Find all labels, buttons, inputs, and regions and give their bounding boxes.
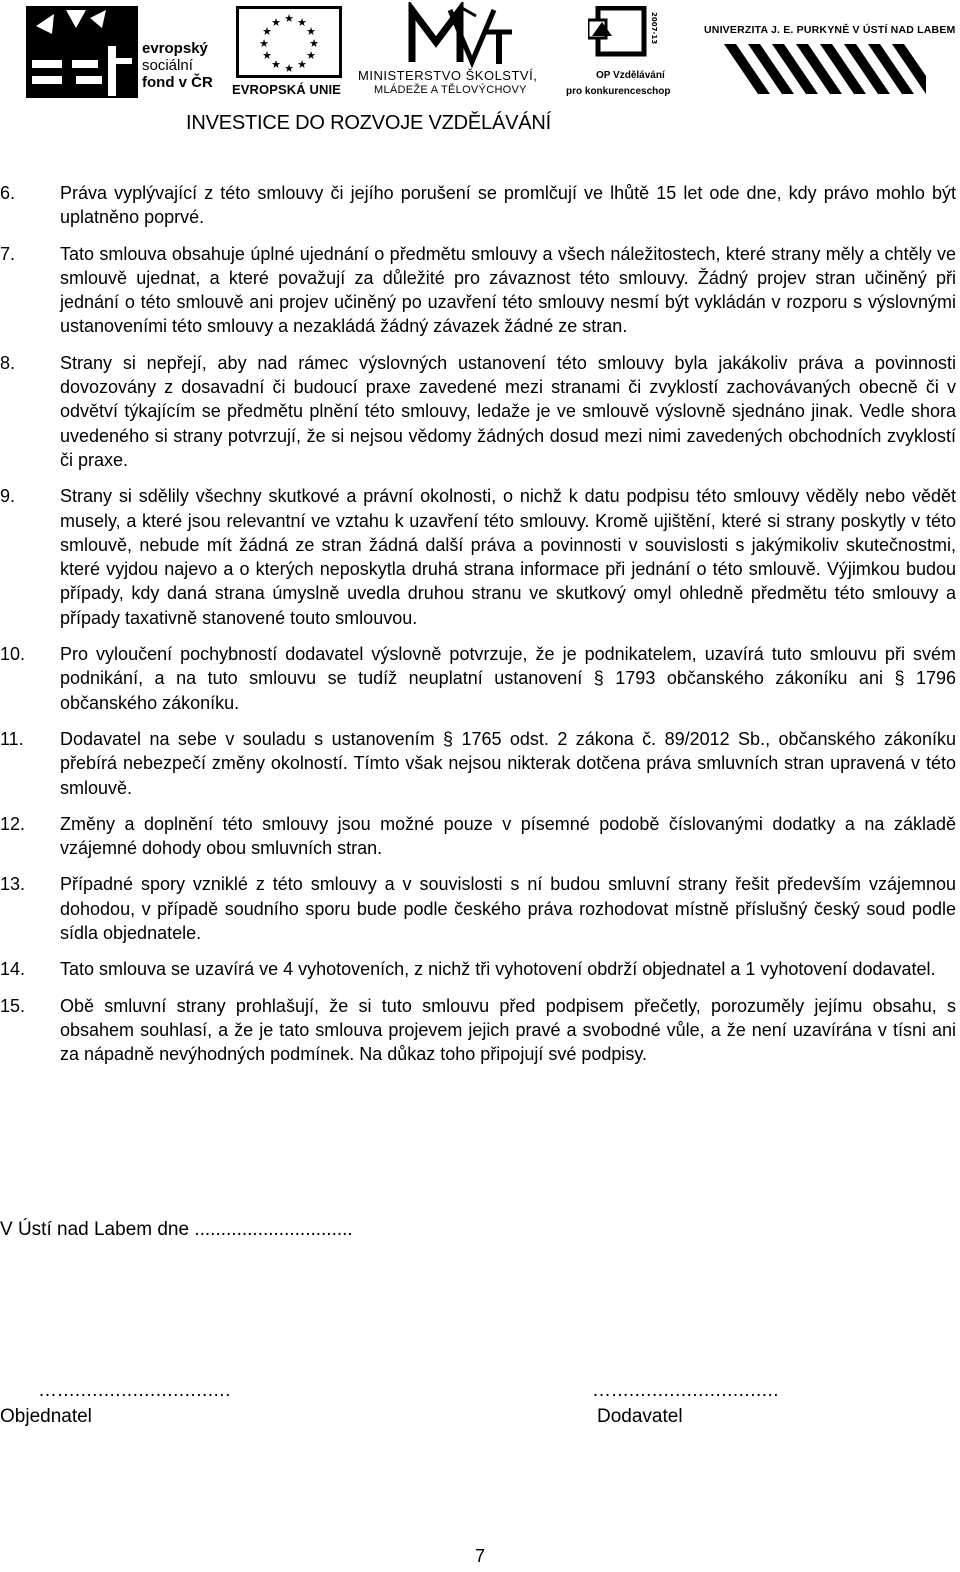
clause-text: Dodavatel na sebe v souladu s ustanovením § 1765 odst. 2 zákona č. 89/2012 Sb., občanského zákoníku přebírá nebezpečí změny okolností. Tímto však nejsou nikterak dotčena práva smluvních stran upravená v této smlouvě. bbox=[60, 728, 956, 798]
svg-text:★: ★ bbox=[306, 49, 316, 62]
clause-number: 8. bbox=[0, 352, 16, 373]
clause-text: Změny a doplnění této smlouvy jsou možné pouze v písemné podobě číslovanými dodatky a na základě vzájemné dohody obou smluvních stran. bbox=[60, 813, 956, 859]
svg-text:★: ★ bbox=[297, 58, 307, 71]
msmt-monogram-icon bbox=[406, 2, 516, 68]
clause-text: Obě smluvní strany prohlašují, že si tuto smlouvu před podpisem přečetly, porozuměly jejímu obsahu, s obsahem souhlasí, a že je tato smlouva projevem jejich pravé a svobodné vůle, a že není uzavírána v tísni ani za nápadně nevýhodných podmínek. Na důkaz toho připojují své podpisy. bbox=[60, 995, 956, 1065]
clause-text: Strany si sdělily všechny skutkové a právní okolnosti, o nichž k datu podpisu této smlouvy věděly nebo vědět musely, a které jsou relevantní ve vztahu k uzavření této smlouvy. Kromě ujištění, které si strany poskytly v této smlouvě, nebude mít žádná ze stran žádná další práva a povinnosti v souvislosti s jakýmikoliv skutečnostmi, které vyjdou najevo a o kterých neposkytla druhá strana informace při jednání o této smlouvě. Výjimkou budou případy, kdy daná strana úmyslně uvedla druhou stranu ve skutkový omyl ohledně předmětu této smlouvy a případy taxativně stanovené touto smlouvou. bbox=[60, 486, 956, 628]
clause-6 bbox=[0, 181, 956, 230]
clause-number: 15. bbox=[0, 995, 26, 1016]
eu-logo bbox=[232, 6, 350, 98]
clause-12 bbox=[0, 812, 956, 861]
msmt-line-1: MINISTERSTVO ŠKOLSTVÍ, bbox=[358, 68, 538, 83]
esf-wordmark bbox=[142, 40, 213, 91]
msmt-logo bbox=[356, 2, 562, 98]
svg-text:★: ★ bbox=[284, 62, 294, 75]
clause-7 bbox=[0, 242, 956, 339]
clause-number: 6. bbox=[0, 183, 16, 203]
clause-15 bbox=[0, 994, 956, 1067]
clause-14 bbox=[0, 957, 956, 981]
header-logos bbox=[0, 0, 960, 140]
esf-line-3: fond v ČR bbox=[142, 74, 213, 91]
clause-13 bbox=[0, 872, 956, 945]
clause-number: 12. bbox=[0, 813, 26, 834]
op-line-2: pro konkurenceschop bbox=[566, 86, 671, 97]
svg-text:★: ★ bbox=[297, 16, 307, 29]
svg-text:★: ★ bbox=[284, 12, 294, 25]
clause-number: 7. bbox=[0, 243, 16, 264]
svg-text:★: ★ bbox=[259, 37, 269, 50]
clause-11 bbox=[0, 727, 956, 800]
op-years: 2007-13 bbox=[650, 12, 658, 45]
place-date-line: V Ústí nad Labem dne .............................. bbox=[0, 1219, 353, 1240]
eu-label: EVROPSKÁ UNIE bbox=[232, 82, 341, 97]
clause-9 bbox=[0, 484, 956, 630]
msmt-line-2: MLÁDEŽE A TĚLOVÝCHOVY bbox=[374, 84, 527, 96]
clause-number: 10. bbox=[0, 644, 26, 665]
ujep-logo bbox=[700, 18, 956, 82]
signature-label-objednatel: Objednatel bbox=[0, 1406, 92, 1427]
signature-line-left: ….............................. bbox=[38, 1380, 231, 1401]
esf-logo bbox=[26, 6, 226, 98]
op-logo bbox=[566, 6, 670, 98]
clause-10 bbox=[0, 642, 956, 715]
svg-text:★: ★ bbox=[309, 37, 319, 50]
tagline: INVESTICE DO ROZVOJE VZDĚLÁVÁNÍ bbox=[186, 112, 551, 134]
clause-text: Pro vyloučení pochybností dodavatel výslovně potvrzuje, že je podnikatelem, uzavírá tuto smlouvu při svém podnikání, a na tuto smlouvu se tudíž neuplatní ustanovení § 1793 občanského zákoníku ani § 1796 občanského zákoníku. bbox=[60, 644, 956, 713]
op-line-1: OP Vzdělávání bbox=[596, 70, 665, 81]
svg-text:★: ★ bbox=[262, 25, 272, 38]
clause-number: 13. bbox=[0, 874, 26, 895]
clause-text: Strany si nepřejí, aby nad rámec výslovných ustanovení této smlouvy byla jakákoliv práva a povinnosti dovozovány z dosavadní či budoucí praxe zavedené mezi stranami či zvyklostí zachovávaných obecně či v odvětví týkajícím se předmětu plnění této smlouvy, ledaže je ve smlouvě výslovně sjednáno jinak. Vedle shora uvedeného si strany potvrzují, že si nejsou vědomy žádných dosud mezi nimi zavedených obchodních zvyklostí či praxe. bbox=[60, 352, 956, 470]
signature-line-right: …............................. bbox=[592, 1380, 780, 1401]
signature-label-dodavatel: Dodavatel bbox=[597, 1406, 683, 1427]
esf-mark-icon bbox=[26, 6, 138, 98]
svg-text:★: ★ bbox=[306, 25, 316, 38]
svg-text:★: ★ bbox=[262, 49, 272, 62]
svg-text:★: ★ bbox=[271, 58, 281, 71]
contract-clauses bbox=[0, 181, 956, 1079]
clause-text: Tato smlouva obsahuje úplné ujednání o předmětu smlouvy a všech náležitostech, které strany měly a chtěly ve smlouvě ujednat, a které považují za důležité pro závaznost této smlouvy. Žádný projev stran učiněný při jednání o této smlouvě ani projev učiněný po uzavření této smlouvy nesmí být vykládán v rozporu s výslovnými ustanoveními této smlouvy a nezakládá žádný závazek žádné ze stran. bbox=[60, 243, 956, 337]
ujep-stripes-icon bbox=[706, 42, 926, 96]
clause-8 bbox=[0, 351, 956, 472]
clause-number: 11. bbox=[0, 728, 24, 749]
clause-text: Práva vyplývající z této smlouvy či jejího porušení se promlčují ve lhůtě 15 let ode dne, kdy právo mohlo být uplatněno poprvé. bbox=[60, 183, 956, 228]
op-mark-icon bbox=[588, 6, 658, 66]
clause-text: Tato smlouva se uzavírá ve 4 vyhotoveních, z nichž tři vyhotovení obdrží objednatel a 1 vyhotovení dodavatel. bbox=[60, 959, 936, 980]
clause-text: Případné spory vzniklé z této smlouvy a v souvislosti s ní budou smluvní strany řešit především vzájemnou dohodou, v případě soudního sporu bude podle českého práva rozhodovat místně příslušný český soud podle sídla objednatele. bbox=[60, 874, 956, 944]
eu-stars-icon bbox=[236, 6, 342, 78]
page-number: 7 bbox=[474, 1546, 485, 1566]
svg-text:★: ★ bbox=[271, 16, 281, 29]
clause-number: 14. bbox=[0, 959, 26, 980]
esf-line-2: sociální bbox=[142, 57, 193, 74]
clause-number: 9. bbox=[0, 486, 16, 507]
esf-line-1: evropský bbox=[142, 40, 208, 57]
ujep-name: UNIVERZITA J. E. PURKYNĚ V ÚSTÍ NAD LABEM bbox=[704, 24, 956, 36]
